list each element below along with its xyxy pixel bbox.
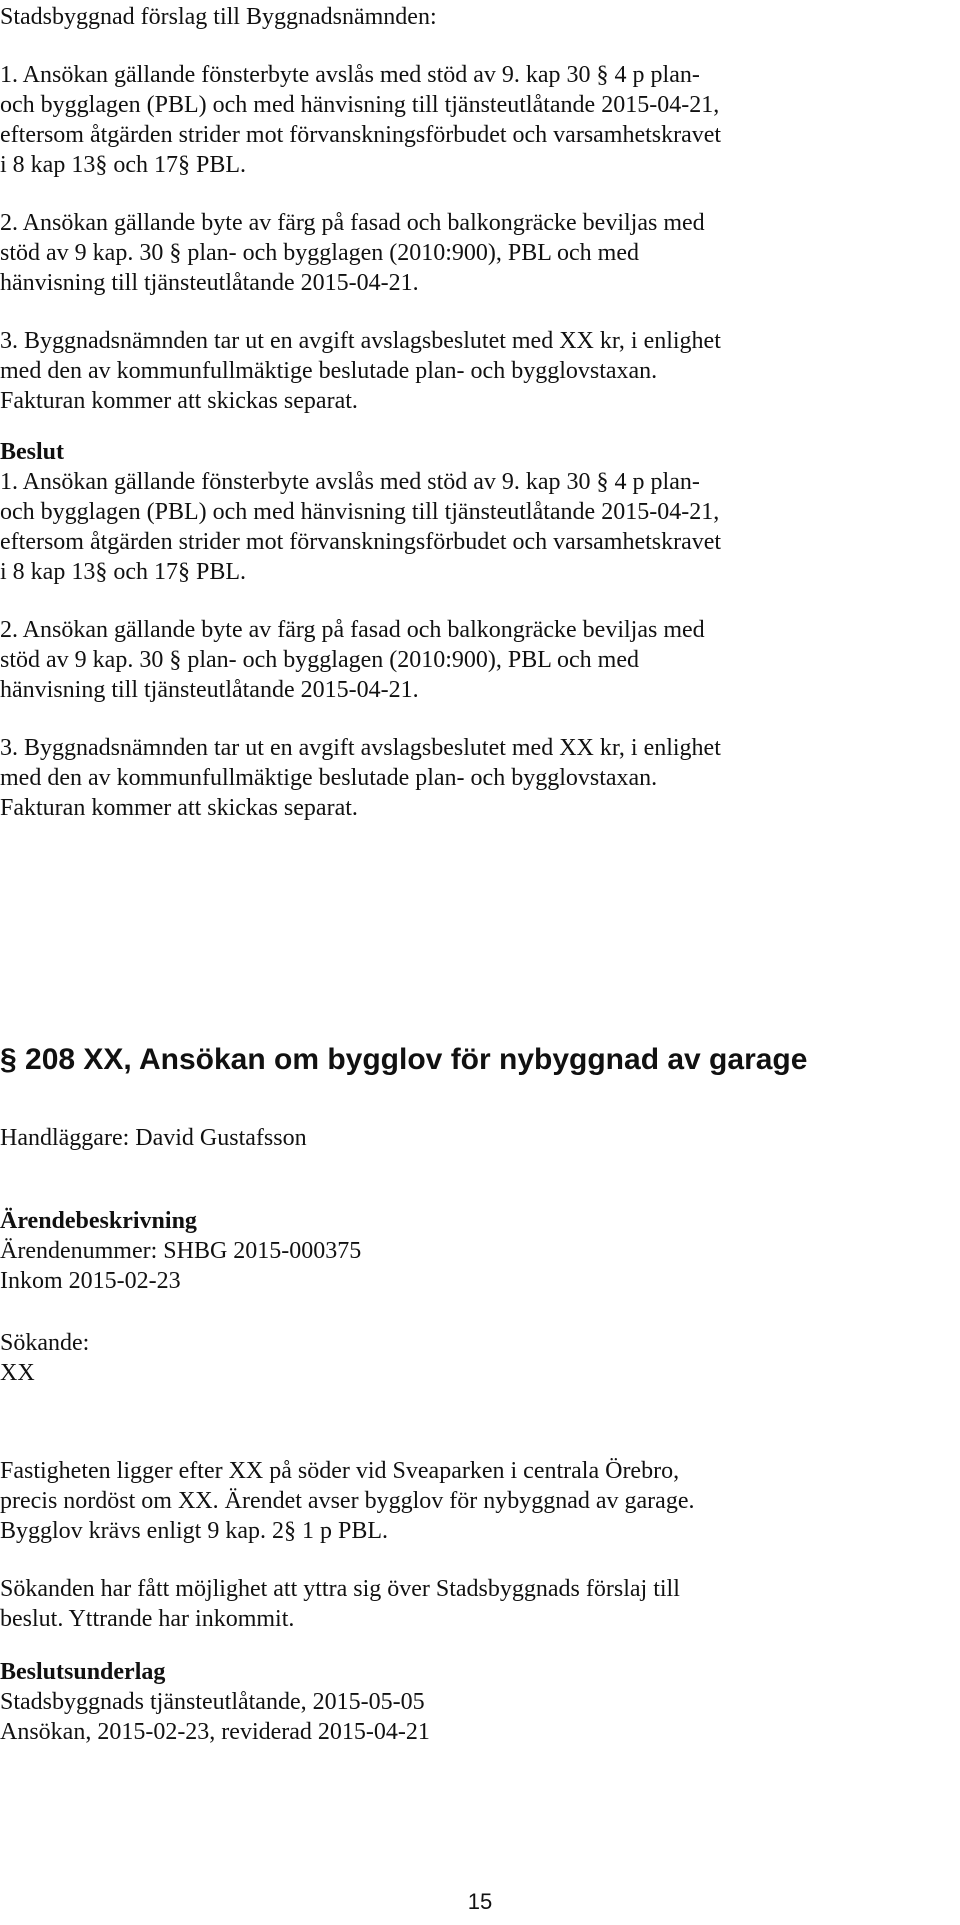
fastighet-paragraph: Fastigheten ligger efter XX på söder vid Sveaparken i centrala Örebro, precis nordöst om XX. Ärendet avser bygglov för nybyggnad av garage. Bygglov krävs enligt 9 kap. 2§ 1 p PBL. bbox=[0, 1458, 695, 1544]
proposal-item-2: 2. Ansökan gällande byte av färg på fasad och balkongräcke beviljas med stöd av 9 kap. 30 § plan- och bygglagen (2010:900), PBL och med hänvisning till tjänsteutlåtande 2015-04-21. bbox=[0, 210, 705, 296]
sokande-label: Sökande: bbox=[0, 1330, 90, 1356]
beslutsunderlag-item-1: Stadsbyggnads tjänsteutlåtande, 2015-05-05 bbox=[0, 1689, 425, 1715]
beslut-heading: Beslut bbox=[0, 439, 65, 465]
proposal-item-3: 3. Byggnadsnämnden tar ut en avgift avslagsbeslutet med XX kr, i enlighet med den av kommunfullmäktige beslutade plan- och bygglovstaxan. Fakturan kommer att skickas separat. bbox=[0, 328, 721, 414]
handlaggare-line: Handläggare: David Gustafsson bbox=[0, 1125, 307, 1151]
beslutsunderlag-heading: Beslutsunderlag bbox=[0, 1659, 166, 1685]
sokande-value: XX bbox=[0, 1360, 35, 1386]
page-number: 15 bbox=[467, 1889, 493, 1914]
proposal-item-1: 1. Ansökan gällande fönsterbyte avslås med stöd av 9. kap 30 § 4 p plan- och bygglagen (PBL) och med hänvisning till tjänsteutlåtande 2015-04-21, eftersom åtgärden strider mot förvanskningsförbudet och varsamhetskravet i 8 kap 13§ och 17§ PBL. bbox=[0, 62, 722, 178]
beslut-item-3: 3. Byggnadsnämnden tar ut en avgift avslagsbeslutet med XX kr, i enlighet med den av kommunfullmäktige beslutade plan- och bygglovstaxan. Fakturan kommer att skickas separat. bbox=[0, 735, 721, 821]
beslut-item-2: 2. Ansökan gällande byte av färg på fasad och balkongräcke beviljas med stöd av 9 kap. 30 § plan- och bygglagen (2010:900), PBL och med hänvisning till tjänsteutlåtande 2015-04-21. bbox=[0, 617, 705, 703]
beslutsunderlag-item-2: Ansökan, 2015-02-23, reviderad 2015-04-21 bbox=[0, 1719, 430, 1745]
beslut-item-1: 1. Ansökan gällande fönsterbyte avslås med stöd av 9. kap 30 § 4 p plan- och bygglagen (PBL) och med hänvisning till tjänsteutlåtande 2015-04-21, eftersom åtgärden strider mot förvanskningsförbudet och varsamhetskravet i 8 kap 13§ och 17§ PBL. bbox=[0, 469, 722, 585]
section-heading: § 208 XX, Ansökan om bygglov för nybyggnad av garage bbox=[0, 1043, 808, 1076]
arendenummer-line: Ärendenummer: SHBG 2015-000375 bbox=[0, 1238, 362, 1264]
arendebeskrivning-heading: Ärendebeskrivning bbox=[0, 1208, 197, 1234]
intro-line: Stadsbyggnad förslag till Byggnadsnämnden: bbox=[0, 4, 437, 30]
inkom-line: Inkom 2015-02-23 bbox=[0, 1268, 181, 1294]
yttrande-paragraph: Sökanden har fått möjlighet att yttra sig över Stadsbyggnads förslaj till beslut. Yttrande har inkommit. bbox=[0, 1576, 680, 1632]
